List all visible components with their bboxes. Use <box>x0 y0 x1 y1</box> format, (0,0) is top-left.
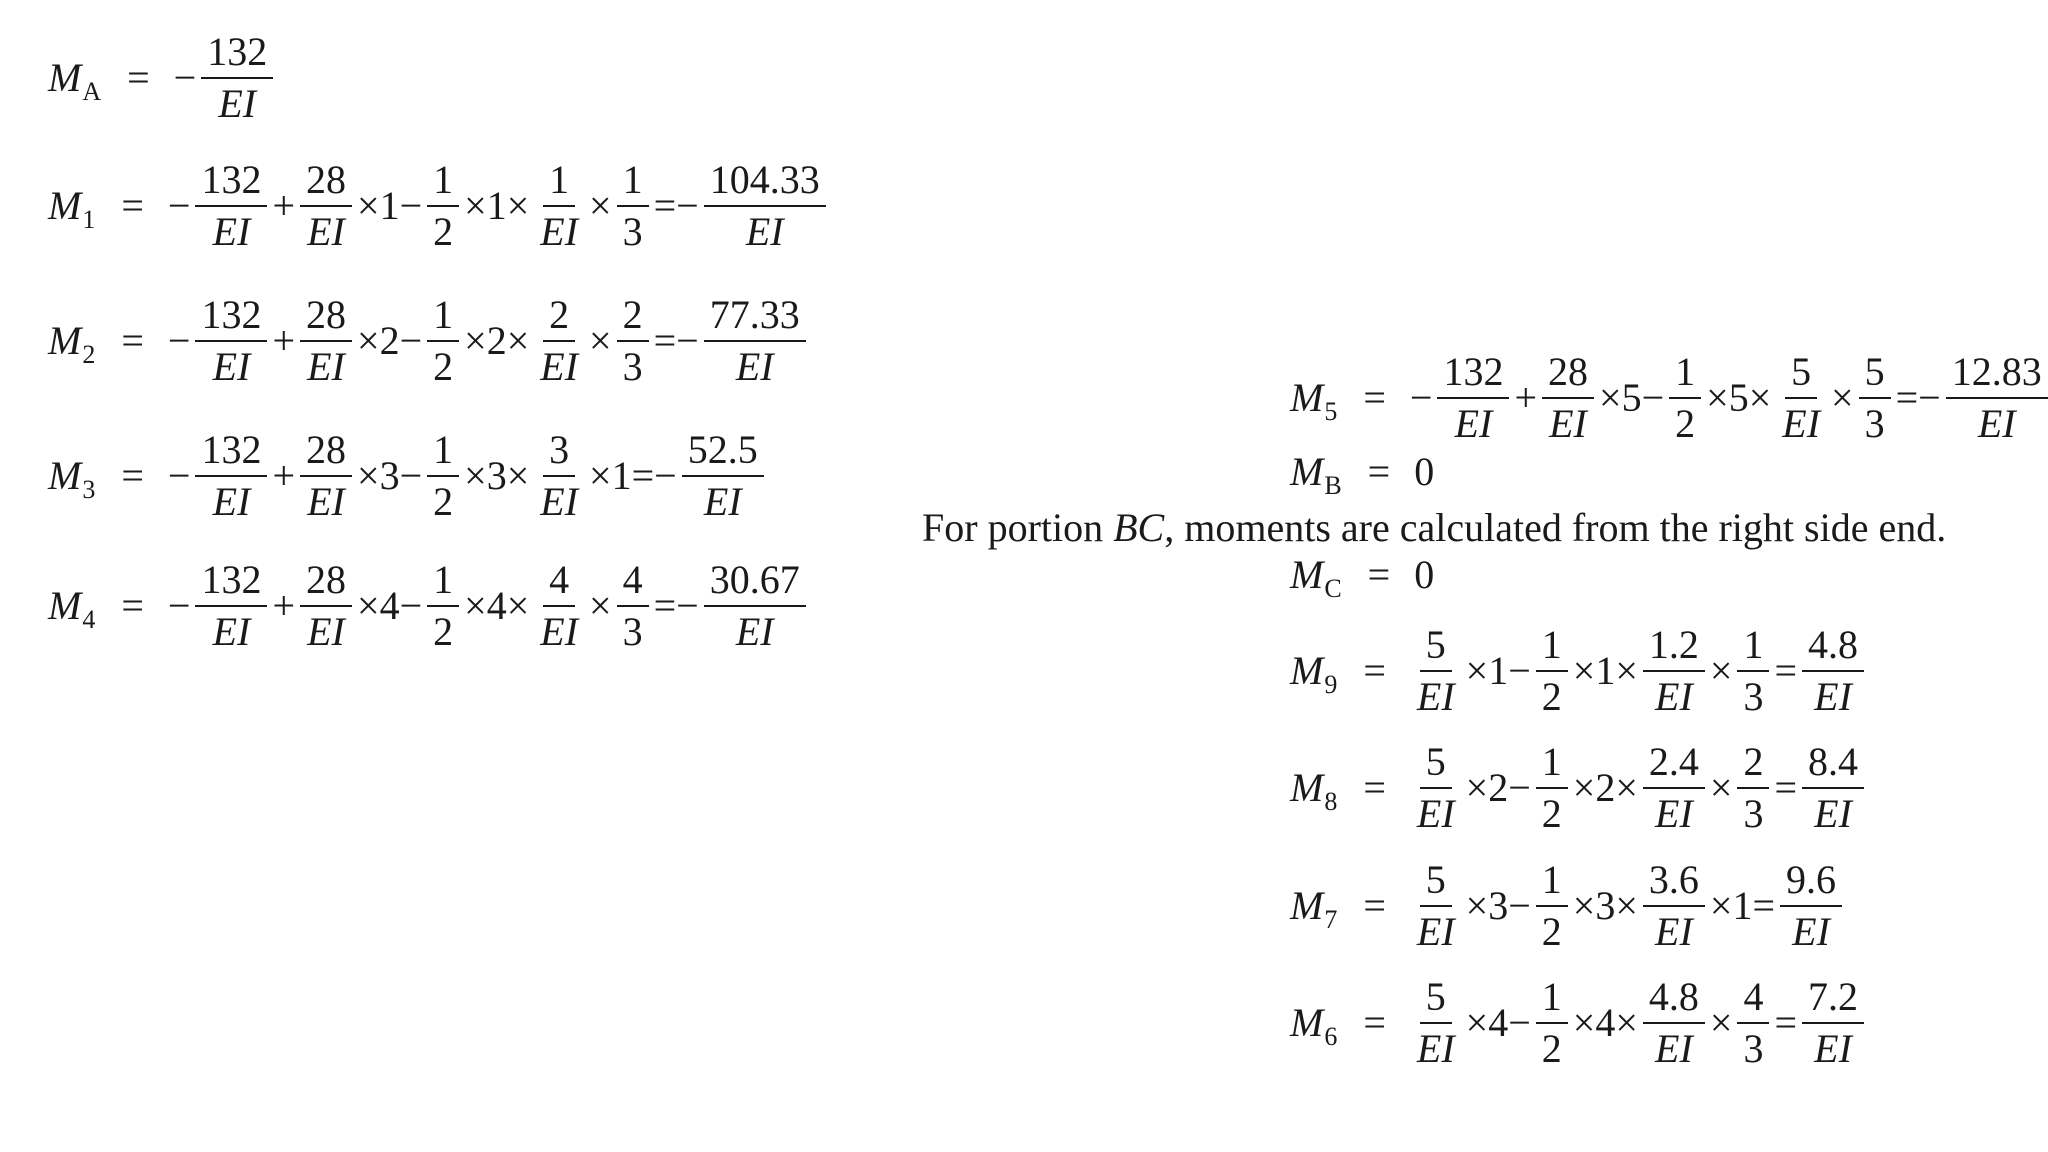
fraction <box>1536 857 1568 954</box>
fraction-numerator: 28 <box>300 560 352 607</box>
operator-text: ×1− <box>1465 648 1531 693</box>
fraction-denominator: EI <box>1792 909 1830 954</box>
operator-text: 0 <box>1414 449 1435 494</box>
fraction-denominator: EI <box>540 479 579 524</box>
fraction <box>300 427 352 524</box>
operator-text: ×2− <box>357 318 423 363</box>
operator-text: + <box>1514 375 1538 420</box>
operator-text: = <box>1774 1000 1798 1045</box>
operator-text: ×4− <box>357 583 423 628</box>
equation-rhs <box>1412 552 1436 597</box>
fraction <box>1737 739 1769 836</box>
fraction <box>1536 739 1568 836</box>
fraction-denominator: EI <box>1416 909 1455 954</box>
fraction <box>682 427 764 524</box>
fraction <box>300 292 352 389</box>
fraction <box>1643 974 1705 1071</box>
fraction <box>195 427 267 524</box>
fraction-numerator: 1 <box>427 560 459 607</box>
fraction-denominator: EI <box>307 209 345 254</box>
moment-symbol: M <box>48 55 82 100</box>
fraction <box>1437 349 1509 446</box>
operator-text: − <box>167 318 191 363</box>
operator-text: − <box>167 453 191 498</box>
operator-text: 0 <box>1414 552 1435 597</box>
fraction <box>427 427 459 524</box>
portion-note-before: For portion <box>922 505 1114 550</box>
operator-text: + <box>272 583 296 628</box>
fraction-numerator: 2 <box>617 295 649 342</box>
fraction-denominator: EI <box>1655 1026 1693 1071</box>
equation-rhs <box>166 157 829 254</box>
moment-symbol: M <box>48 453 82 498</box>
equation-lhs <box>1290 648 1338 699</box>
operator-text: ×1− <box>357 183 423 228</box>
fraction <box>1542 349 1594 446</box>
moment-subscript: 1 <box>82 205 96 234</box>
fraction-denominator: 2 <box>433 344 454 389</box>
operator-text: × <box>1709 765 1733 810</box>
fraction <box>617 157 649 254</box>
fraction-numerator: 1 <box>1536 625 1568 672</box>
fraction-denominator: 3 <box>622 609 643 654</box>
moment-subscript: 2 <box>82 340 96 369</box>
fraction-numerator: 1 <box>543 160 575 207</box>
operator-text: ×1× <box>1572 648 1638 693</box>
fraction-denominator: 3 <box>622 344 643 389</box>
fraction-denominator: EI <box>540 609 579 654</box>
fraction-denominator: 3 <box>1864 401 1885 446</box>
fraction-denominator: EI <box>218 81 257 126</box>
fraction-denominator: EI <box>1782 401 1821 446</box>
equation-m3 <box>48 427 767 524</box>
fraction-denominator: EI <box>540 344 579 389</box>
operator-text: =− <box>653 583 699 628</box>
equals-sign: = <box>1363 883 1386 928</box>
portion-note-after: , moments are calculated from the right side end. <box>1164 505 1947 550</box>
operator-text: − <box>173 55 197 100</box>
equation-ma <box>48 29 276 126</box>
operator-text: × <box>589 318 612 363</box>
fraction-denominator: EI <box>735 609 774 654</box>
fraction-numerator: 52.5 <box>682 430 764 477</box>
equation-mc <box>1290 552 1436 603</box>
fraction-numerator: 1 <box>1737 625 1769 672</box>
equation-lhs <box>48 55 102 106</box>
fraction-denominator: EI <box>1549 401 1587 446</box>
fraction-numerator: 9.6 <box>1780 860 1842 907</box>
equation-m5 <box>1290 349 2048 446</box>
portion-note <box>922 505 1947 550</box>
fraction-denominator: 2 <box>1541 909 1562 954</box>
fraction <box>1946 349 2048 446</box>
fraction-numerator: 5 <box>1420 860 1452 907</box>
equation-lhs <box>48 318 96 369</box>
operator-text: ×3× <box>1572 883 1638 928</box>
fraction-numerator: 7.2 <box>1802 977 1864 1024</box>
equation-m6 <box>1290 974 1867 1071</box>
fraction <box>704 292 806 389</box>
moment-symbol: M <box>48 318 82 363</box>
fraction <box>427 557 459 654</box>
fraction <box>1780 857 1842 954</box>
operator-text: × <box>1709 648 1733 693</box>
operator-text: ×2× <box>1572 765 1638 810</box>
equals-sign: = <box>1363 375 1386 420</box>
fraction <box>1411 622 1461 719</box>
fraction-denominator: EI <box>1416 791 1455 836</box>
fraction <box>1536 622 1568 719</box>
fraction-denominator: EI <box>540 209 579 254</box>
fraction <box>201 29 273 126</box>
equation-lhs <box>48 583 96 634</box>
equation-lhs <box>1290 1000 1338 1051</box>
fraction-numerator: 77.33 <box>704 295 806 342</box>
moment-symbol: M <box>1290 449 1324 494</box>
equals-sign: = <box>121 183 144 228</box>
fraction-numerator: 4.8 <box>1643 977 1705 1024</box>
fraction-numerator: 28 <box>300 295 352 342</box>
operator-text: ×3− <box>1465 883 1531 928</box>
fraction-denominator: EI <box>307 479 345 524</box>
operator-text: × <box>589 583 612 628</box>
equation-rhs <box>166 292 809 389</box>
fraction-denominator: 2 <box>433 209 454 254</box>
fraction-denominator: EI <box>745 209 784 254</box>
fraction-denominator: 3 <box>622 209 643 254</box>
moment-symbol: M <box>1290 1000 1324 1045</box>
operator-text: − <box>1409 375 1433 420</box>
operator-text: ×4− <box>1465 1000 1531 1045</box>
equation-rhs <box>166 427 767 524</box>
fraction-numerator: 1 <box>1536 860 1568 907</box>
equation-m8 <box>1290 739 1867 836</box>
operator-text: + <box>272 183 296 228</box>
fraction-numerator: 2.4 <box>1643 742 1705 789</box>
fraction <box>1776 349 1826 446</box>
equals-sign: = <box>1363 1000 1386 1045</box>
equals-sign: = <box>121 318 144 363</box>
fraction <box>1802 739 1864 836</box>
fraction-numerator: 28 <box>1542 352 1594 399</box>
fraction <box>1802 622 1864 719</box>
fraction <box>1859 349 1891 446</box>
fraction-denominator: EI <box>307 609 345 654</box>
equation-lhs <box>1290 449 1342 500</box>
fraction <box>1737 622 1769 719</box>
fraction-denominator: 2 <box>1541 674 1562 719</box>
operator-text: =− <box>1895 375 1941 420</box>
fraction-denominator: EI <box>212 209 251 254</box>
moment-subscript: 9 <box>1324 670 1338 699</box>
operator-text: × <box>1831 375 1854 420</box>
fraction-denominator: EI <box>1655 674 1693 719</box>
fraction-numerator: 4 <box>617 560 649 607</box>
fraction <box>534 557 584 654</box>
moment-subscript: 8 <box>1324 787 1338 816</box>
fraction-denominator: EI <box>212 479 251 524</box>
fraction-numerator: 1 <box>1536 977 1568 1024</box>
fraction-denominator: EI <box>212 609 251 654</box>
equation-m7 <box>1290 857 1845 954</box>
fraction-numerator: 4 <box>1737 977 1769 1024</box>
fraction <box>195 557 267 654</box>
operator-text: ×1× <box>464 183 530 228</box>
fraction-numerator: 1 <box>427 160 459 207</box>
fraction-denominator: EI <box>307 344 345 389</box>
fraction-numerator: 2 <box>1737 742 1769 789</box>
fraction-numerator: 132 <box>195 295 267 342</box>
fraction-numerator: 30.67 <box>704 560 806 607</box>
fraction-denominator: EI <box>1655 791 1693 836</box>
fraction-numerator: 132 <box>195 560 267 607</box>
moment-symbol: M <box>1290 552 1324 597</box>
fraction <box>1536 974 1568 1071</box>
equation-lhs <box>48 453 96 504</box>
fraction-numerator: 28 <box>300 160 352 207</box>
fraction <box>195 157 267 254</box>
fraction-numerator: 1 <box>427 295 459 342</box>
operator-text: − <box>167 183 191 228</box>
fraction-numerator: 2 <box>543 295 575 342</box>
fraction-denominator: 3 <box>1743 674 1764 719</box>
equation-lhs <box>1290 375 1338 426</box>
portion-note-portion: BC <box>1113 505 1165 550</box>
fraction <box>300 557 352 654</box>
operator-text: ×2× <box>464 318 530 363</box>
operator-text: × <box>1709 1000 1733 1045</box>
equals-sign: = <box>121 583 144 628</box>
equation-m9 <box>1290 622 1867 719</box>
moment-symbol: M <box>1290 375 1324 420</box>
equation-rhs <box>1408 974 1867 1071</box>
fraction-numerator: 1 <box>427 430 459 477</box>
fraction-numerator: 3 <box>543 430 575 477</box>
operator-text: ×3× <box>464 453 530 498</box>
equation-rhs <box>1408 739 1867 836</box>
moment-subscript: C <box>1324 574 1342 603</box>
moment-symbol: M <box>48 183 82 228</box>
fraction <box>704 157 826 254</box>
equals-sign: = <box>121 453 144 498</box>
fraction-numerator: 28 <box>300 430 352 477</box>
operator-text: = <box>1774 648 1798 693</box>
fraction-denominator: EI <box>1814 674 1852 719</box>
moment-symbol: M <box>1290 765 1324 810</box>
operator-text: =− <box>653 318 699 363</box>
fraction-numerator: 5 <box>1859 352 1891 399</box>
fraction-numerator: 132 <box>195 430 267 477</box>
fraction <box>617 292 649 389</box>
operator-text: ×2− <box>1465 765 1531 810</box>
equals-sign: = <box>1367 449 1391 494</box>
fraction-numerator: 5 <box>1420 742 1452 789</box>
fraction <box>195 292 267 389</box>
fraction-denominator: 2 <box>433 479 454 524</box>
fraction <box>704 557 806 654</box>
fraction-numerator: 1 <box>1669 352 1701 399</box>
fraction-denominator: 2 <box>1675 401 1696 446</box>
operator-text: × <box>589 183 612 228</box>
fraction-numerator: 3.6 <box>1643 860 1705 907</box>
moment-subscript: 7 <box>1324 905 1338 934</box>
fraction-numerator: 12.83 <box>1946 352 2048 399</box>
equation-lhs <box>48 183 96 234</box>
operator-text: ×3− <box>357 453 423 498</box>
operator-text: + <box>272 453 296 498</box>
fraction-numerator: 4 <box>543 560 575 607</box>
fraction-denominator: EI <box>703 479 742 524</box>
fraction-denominator: EI <box>1416 674 1455 719</box>
moment-subscript: 6 <box>1324 1022 1338 1051</box>
fraction <box>1643 857 1705 954</box>
fraction-numerator: 8.4 <box>1802 742 1864 789</box>
equals-sign: = <box>127 55 150 100</box>
fraction-numerator: 104.33 <box>704 160 826 207</box>
operator-text: ×5× <box>1706 375 1772 420</box>
equation-rhs <box>1408 349 2048 446</box>
operator-text: = <box>1774 765 1798 810</box>
moment-subscript: A <box>82 77 102 106</box>
equation-m1 <box>48 157 829 254</box>
equation-lhs <box>1290 765 1338 816</box>
fraction <box>617 557 649 654</box>
fraction-denominator: 2 <box>1541 1026 1562 1071</box>
moment-subscript: 5 <box>1324 397 1338 426</box>
fraction-denominator: EI <box>1416 1026 1455 1071</box>
fraction-numerator: 132 <box>1437 352 1509 399</box>
fraction <box>1643 622 1705 719</box>
fraction-denominator: 2 <box>433 609 454 654</box>
operator-text: ×4× <box>464 583 530 628</box>
operator-text: ×1=− <box>589 453 677 498</box>
equation-lhs <box>1290 552 1342 603</box>
fraction-numerator: 132 <box>201 32 273 79</box>
operator-text: ×4× <box>1572 1000 1638 1045</box>
fraction-denominator: 2 <box>1541 791 1562 836</box>
moment-symbol: M <box>1290 883 1324 928</box>
moment-symbol: M <box>48 583 82 628</box>
fraction <box>534 157 584 254</box>
fraction-denominator: EI <box>735 344 774 389</box>
fraction <box>1669 349 1701 446</box>
fraction <box>1411 974 1461 1071</box>
equation-rhs <box>1408 857 1845 954</box>
moment-subscript: B <box>1324 471 1342 500</box>
fraction <box>1411 857 1461 954</box>
moment-subscript: 3 <box>82 475 96 504</box>
fraction <box>300 157 352 254</box>
operator-text: ×1= <box>1709 883 1776 928</box>
fraction <box>427 157 459 254</box>
fraction-numerator: 5 <box>1420 977 1452 1024</box>
fraction-denominator: EI <box>1454 401 1493 446</box>
fraction <box>427 292 459 389</box>
equals-sign: = <box>1367 552 1391 597</box>
fraction <box>1643 739 1705 836</box>
fraction <box>534 427 584 524</box>
fraction <box>1737 974 1769 1071</box>
fraction-denominator: EI <box>212 344 251 389</box>
operator-text: =− <box>653 183 699 228</box>
moment-subscript: 4 <box>82 605 96 634</box>
fraction-numerator: 5 <box>1420 625 1452 672</box>
equals-sign: = <box>1363 648 1386 693</box>
operator-text: + <box>272 318 296 363</box>
equation-m4 <box>48 557 809 654</box>
fraction <box>1802 974 1864 1071</box>
fraction-numerator: 1.2 <box>1643 625 1705 672</box>
fraction-denominator: EI <box>1814 1026 1852 1071</box>
equation-mb <box>1290 449 1436 500</box>
equation-rhs <box>1408 622 1867 719</box>
equation-rhs <box>166 557 809 654</box>
equals-sign: = <box>1363 765 1386 810</box>
equation-rhs <box>172 29 277 126</box>
fraction-numerator: 1 <box>1536 742 1568 789</box>
equation-m2 <box>48 292 809 389</box>
fraction-denominator: EI <box>1655 909 1693 954</box>
equation-lhs <box>1290 883 1338 934</box>
fraction-numerator: 4.8 <box>1802 625 1864 672</box>
operator-text: ×5− <box>1599 375 1665 420</box>
fraction-numerator: 1 <box>617 160 649 207</box>
fraction-numerator: 132 <box>195 160 267 207</box>
equation-rhs <box>1412 449 1436 494</box>
fraction <box>534 292 584 389</box>
fraction-denominator: 3 <box>1743 791 1764 836</box>
operator-text: − <box>167 583 191 628</box>
fraction-denominator: EI <box>1977 401 2016 446</box>
fraction-denominator: EI <box>1814 791 1852 836</box>
moment-symbol: M <box>1290 648 1324 693</box>
fraction-denominator: 3 <box>1743 1026 1764 1071</box>
fraction-numerator: 5 <box>1785 352 1817 399</box>
fraction <box>1411 739 1461 836</box>
